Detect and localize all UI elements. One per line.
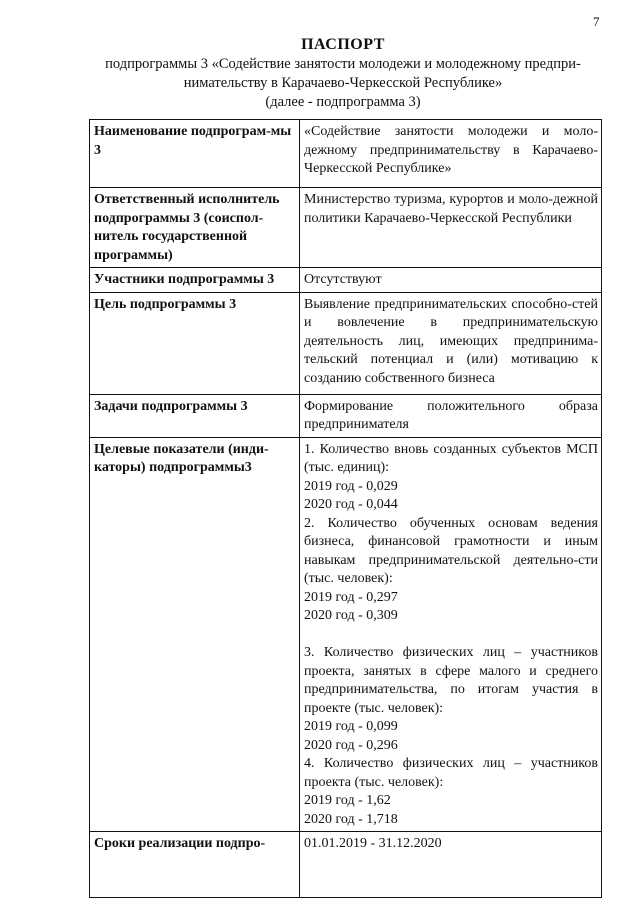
header-line-3: (далее - подпрограмма 3) [265,94,421,110]
table-row-name [90,120,602,188]
indicator-spacer [304,626,598,645]
table-row-responsible [90,188,602,268]
row-label-participants: Участники подпрограммы 3 [90,268,300,293]
indicator-line: 1. Количество вновь созданных субъектов МСП (тыс. единиц): [304,441,598,475]
table-row-tasks [90,394,602,437]
indicator-line: 3. Количество физических лиц – участников проекта, занятых в сфере малого и среднего предпринимательства, по итогам участия в проекте (тыс. человек): [304,645,598,716]
row-label-goal: Цель подпрограммы 3 [90,292,300,394]
indicator-line: 2. Количество обученных основам ведения бизнеса, финансовой грамотности и иным навыкам предпринимательской деятельно-сти (тыс. человек): [304,515,598,586]
indicator-line: 2020 год - 0,044 [304,497,398,512]
header-line-2: нимательству в Карачаево-Черкесской Республике» [183,75,503,91]
indicator-line: 4. Количество физических лиц – участников проекта (тыс. человек): [304,756,598,790]
indicator-line: 2020 год - 0,296 [304,737,398,753]
row-value-goal: Выявление предпринимательских способно-стей и вовлечение в предпринимательскую деятельность лиц, имеющих предпринима-тельский потенциал и (или) мотивацию к созданию собственного бизнеса [300,292,602,394]
row-value-tasks: Формирование положительного образа предпринимателя [300,394,602,437]
row-label-name: Наименование подпрограм-мы 3 [90,120,300,188]
table-row-indicators [90,437,602,832]
table-row-goal [90,292,602,394]
indicator-line: 2020 год - 0,309 [304,608,398,623]
indicator-line: 2019 год - 0,099 [304,719,398,734]
document-header [60,34,626,112]
row-value-term: 01.01.2019 - 31.12.2020 [300,832,602,898]
row-label-tasks: Задачи подпрограммы 3 [90,394,300,437]
header-line-1: подпрограммы 3 «Содействие занятости молодежи и молодежному предпри- [105,56,581,72]
row-label-indicators: Целевые показатели (инди-каторы) подпрограммы3 [90,437,300,832]
indicator-line: 2019 год - 0,297 [304,589,398,605]
row-value-responsible: Министерство туризма, курортов и моло-дежной политики Карачаево-Черкесской Республики [300,188,602,268]
row-label-term: Сроки реализации подпро- [90,832,300,898]
table-row-participants [90,268,602,293]
passport-table [89,119,602,898]
page-number: 7 [593,14,600,29]
indicator-line: 2019 год - 0,029 [304,478,398,494]
row-value-indicators [300,437,602,832]
table-row-term [90,832,602,898]
row-label-responsible: Ответственный исполнитель подпрограммы 3 (соиспол-нитель государственной программы) [90,188,300,268]
indicator-line: 2020 год - 1,718 [304,811,398,827]
row-value-name: «Содействие занятости молодежи и моло-дежному предпринимательству в Карачаево-Черкесской Республике» [300,120,602,188]
document-title: ПАСПОРТ [301,36,385,53]
indicator-line: 2019 год - 1,62 [304,793,391,808]
row-value-participants: Отсутствуют [300,268,602,293]
